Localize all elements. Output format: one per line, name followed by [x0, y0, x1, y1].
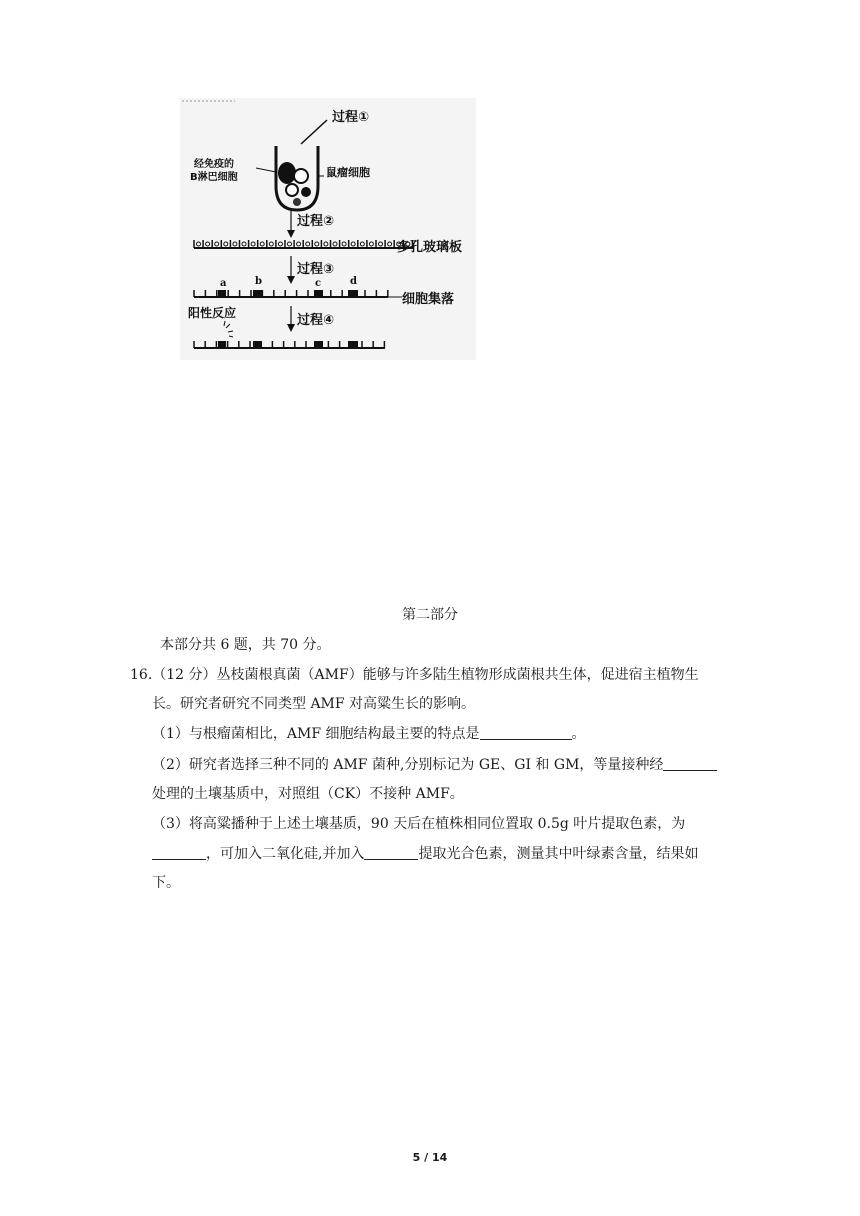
plate-label: 多孔玻璃板: [397, 240, 463, 255]
well-cell-dot: [324, 242, 328, 246]
well-cell-dot: [215, 242, 219, 246]
well-cell-dot: [379, 242, 383, 246]
part2-text: （2）研究者选择三种不同的 AMF 菌种,分别标记为 GE、GI 和 GM，等量接种经: [152, 757, 664, 773]
well-cell-dot: [233, 242, 237, 246]
question-16-stem-line2: 长。研究者研究不同类型 AMF 对高粱生长的影响。: [152, 696, 476, 712]
question-16-stem-line1: 16.（12 分）丛枝菌根真菌（AMF）能够与许多陆生植物形成菌根共生体，促进宿主植物生: [130, 667, 699, 683]
well-cell-dot: [351, 242, 355, 246]
well-c-label: c: [315, 278, 322, 289]
well-b-label: b: [255, 276, 262, 287]
well-cell-dot: [388, 242, 392, 246]
question-16-part2-line2: 处理的土壤基质中，对照组（CK）不接种 AMF。: [152, 786, 464, 802]
sparkle-icon: [224, 321, 233, 337]
answer-blank-1[interactable]: [480, 725, 572, 740]
well-cell-dot: [224, 242, 228, 246]
question-16-part3-line2: [152, 843, 698, 863]
hybridoma-diagram: [180, 98, 476, 360]
positive-reaction-label: 阳性反应: [188, 306, 237, 320]
well-cell-dot: [297, 242, 301, 246]
myeloma-cell-icon: [294, 169, 308, 183]
part1-text: （1）与根瘤菌相比，AMF 细胞结构最主要的特点是: [152, 726, 480, 742]
well-d-label: d: [350, 276, 357, 287]
well-cell-dot: [288, 242, 292, 246]
answer-blank-2[interactable]: [663, 756, 717, 771]
colony-plate: [194, 290, 402, 297]
well-cell-dot: [197, 242, 201, 246]
answer-blank-4[interactable]: [364, 845, 418, 860]
well-cell-dot: [315, 242, 319, 246]
well-cell-dot: [242, 242, 246, 246]
part3-mid1: ，可加入二氧化硅,并加入: [206, 846, 365, 862]
answer-blank-3[interactable]: [152, 845, 206, 860]
well-cell-dot: [306, 242, 310, 246]
colony-label: 细胞集落: [402, 292, 455, 307]
question-16-part2: [152, 754, 717, 774]
well-cell-dot: [360, 242, 364, 246]
well-cell-dot: [206, 242, 210, 246]
immune-b-cell-label-line2: B淋巴细胞: [190, 172, 238, 183]
question-16-part1: [152, 723, 586, 743]
well-cell-dot: [251, 242, 255, 246]
process-3-label: 过程③: [297, 262, 335, 277]
b-cell-icon: [278, 162, 296, 184]
myeloma-cell-label: 鼠瘤细胞: [326, 166, 370, 179]
well-cell-dot: [369, 242, 373, 246]
process-2-label: 过程②: [297, 214, 335, 229]
well-cell-dot: [342, 242, 346, 246]
process-1-label: 过程①: [332, 110, 370, 125]
well-cell-dot: [333, 242, 337, 246]
section-intro: 本部分共 6 题，共 70 分。: [160, 637, 331, 653]
question-16-part3-line1: （3）将高粱播种于上述土壤基质，90 天后在植株相同位置取 0.5g 叶片提取色素，为: [152, 816, 686, 832]
part1-suffix: 。: [571, 726, 586, 742]
part3-mid2: 提取光合色素，测量其中叶绿素含量，结果如: [418, 846, 699, 862]
well-cell-dot: [269, 242, 273, 246]
well-cell-dot: [278, 242, 282, 246]
page-number: 5 / 14: [412, 1151, 448, 1164]
well-a-label: a: [220, 278, 227, 289]
multiwell-plate: [194, 240, 413, 248]
well-cell-dot: [260, 242, 264, 246]
section-title: 第二部分: [402, 607, 458, 623]
process-4-label: 过程④: [297, 313, 335, 328]
immune-b-cell-label-line1: 经免疫的: [194, 159, 234, 170]
question-16-part3-line3: 下。: [152, 875, 180, 891]
